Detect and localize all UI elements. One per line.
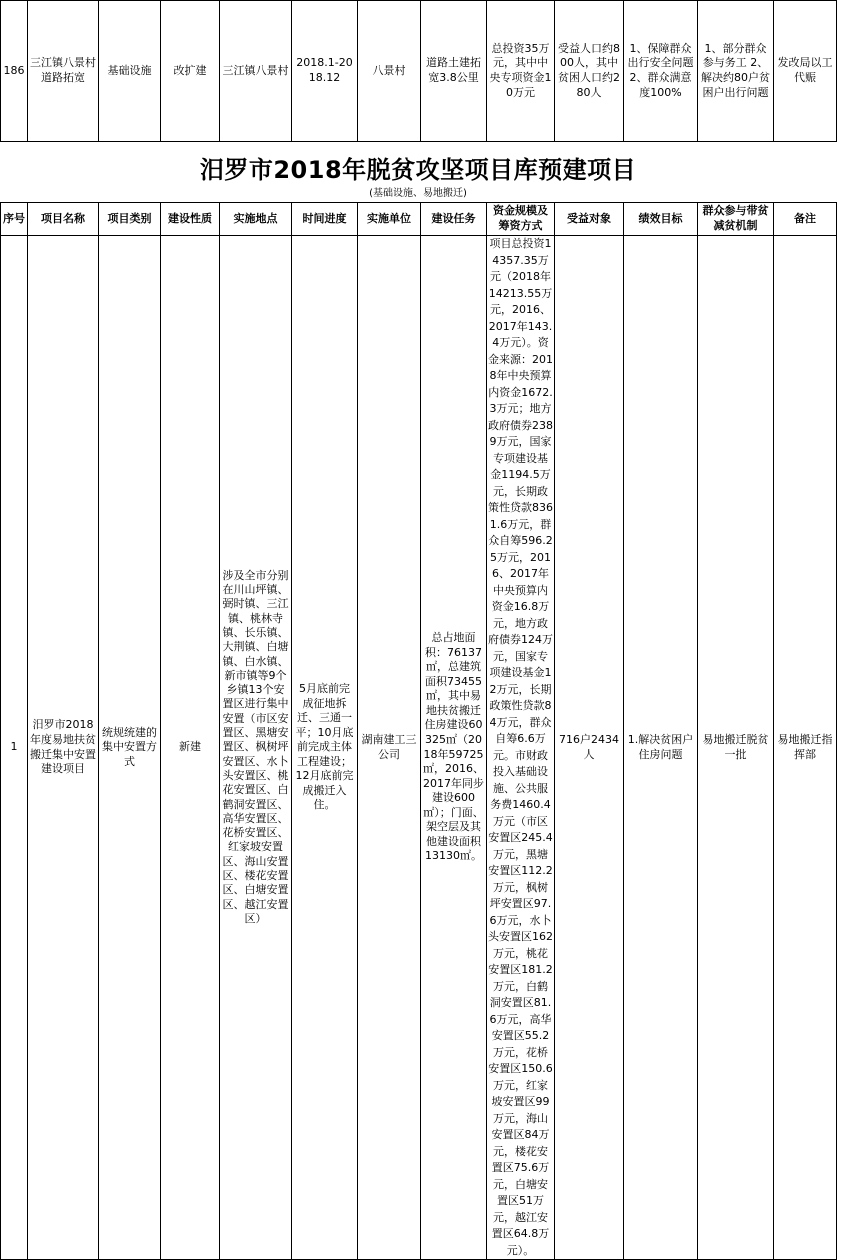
header-no: 序号	[1, 203, 28, 236]
implementation-location: 涉及全市分别在川山坪镇、弼时镇、三江镇、桃林寺镇、长乐镇、大荆镇、白塘镇、白水镇、新市镇等9个乡镇13个安置区进行集中安置（市区安置区、黑塘安置区、枫树坪安置区、水卜头安置区、桃花安置区、白鹤洞安置区、高华安置区、花桥安置区、红家坡安置区、海山安置区、楼花安置区、白塘安置区、越江安置区）	[220, 236, 292, 1260]
construction-nature: 改扩建	[161, 1, 220, 142]
header-unit: 实施单位	[358, 203, 421, 236]
project-name: 三江镇八景村道路拓宽	[28, 1, 99, 142]
row-number: 186	[1, 1, 28, 142]
header-location: 实施地点	[220, 203, 292, 236]
table-row	[1, 1, 837, 142]
beneficiaries: 716户2434人	[555, 236, 624, 1260]
header-beneficiary: 受益对象	[555, 203, 624, 236]
construction-nature: 新建	[161, 236, 220, 1260]
performance-goal: 1、保障群众出行安全问题 2、群众满意度100%	[624, 1, 698, 142]
construction-task: 总占地面积：76137㎡，总建筑面积73455㎡，其中易地扶贫搬迁住房建设60325㎡（2018年59725㎡，2016、2017年同步建设600㎡）；门面、架空层及其他建设面积13130㎡。	[421, 236, 487, 1260]
page-title: 汨罗市2018年脱贫攻坚项目库预建项目	[199, 156, 637, 184]
previous-project-table	[0, 0, 837, 142]
construction-task: 道路土建拓宽3.8公里	[421, 1, 487, 142]
participation-mechanism: 易地搬迁脱贫一批	[698, 236, 774, 1260]
implementing-unit: 湖南建工三公司	[358, 236, 421, 1260]
page-subtitle: (基础设施、易地搬迁)	[369, 188, 467, 199]
funding-scale: 项目总投资14357.35万元（2018年14213.55万元，2016、2017年143.4万元）。资金来源：2018年中央预算内资金1672.3万元；地方政府债券2389万元，国家专项建设基金1194.5万元，长期政策性贷款8361.6万元，群众自筹596.25万元，2016、2017年中央预算内资金16.8万元，地方政府债券124万元，国家专项建设基金12万元，长期政策性贷款84万元，群众自筹6.6万元。市财政投入基础设施、公共服务费1460.4万元（市区安置区245.4万元，黑塘安置区112.2万元，枫树坪安置区97.6万元，水卜头安置区162万元，桃花安置区181.2万元，白鹤洞安置区81.6万元，高华安置区55.2万元，花桥安置区150.6万元，红家坡安置区99万元，海山安置区84万元，楼花安置区75.6万元，白塘安置区51万元，越江安置区64.8万元）。	[487, 236, 555, 1260]
time-schedule: 2018.1-2018.12	[292, 1, 358, 142]
time-schedule: 5月底前完成征地拆迁、三通一平；10月底前完成主体工程建设；12月底前完成搬迁入住。	[292, 236, 358, 1260]
performance-goal: 1.解决贫困户住房问题	[624, 236, 698, 1260]
header-note: 备注	[774, 203, 837, 236]
header-funding: 资金规模及筹资方式	[487, 203, 555, 236]
header-category: 项目类别	[99, 203, 161, 236]
project-category: 基础设施	[99, 1, 161, 142]
implementation-location: 三江镇八景村	[220, 1, 292, 142]
project-table	[0, 202, 837, 1260]
header-task: 建设任务	[421, 203, 487, 236]
header-goal: 绩效目标	[624, 203, 698, 236]
remarks: 发改局以工代赈	[774, 1, 837, 142]
table-row	[1, 236, 837, 1260]
header-period: 时间进度	[292, 203, 358, 236]
beneficiaries: 受益人口约800人，其中贫困人口约280人	[555, 1, 624, 142]
funding-scale: 总投资35万元，其中中央专项资金10万元	[487, 1, 555, 142]
table-header	[1, 203, 837, 236]
participation-mechanism: 1、部分群众参与务工 2、解决约80户贫困户出行问题	[698, 1, 774, 142]
header-mechanism: 群众参与带贫减贫机制	[698, 203, 774, 236]
title-bar	[0, 141, 836, 203]
implementing-unit: 八景村	[358, 1, 421, 142]
project-name: 汨罗市2018年度易地扶贫搬迁集中安置建设项目	[28, 236, 99, 1260]
header-name: 项目名称	[28, 203, 99, 236]
project-category: 统规统建的集中安置方式	[99, 236, 161, 1260]
row-number: 1	[1, 236, 28, 1260]
remarks: 易地搬迁指挥部	[774, 236, 837, 1260]
header-nature: 建设性质	[161, 203, 220, 236]
